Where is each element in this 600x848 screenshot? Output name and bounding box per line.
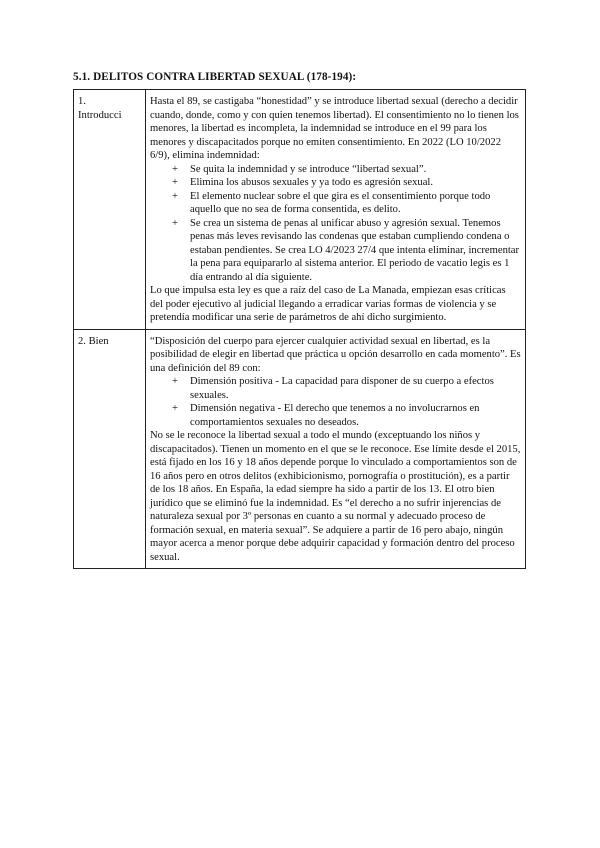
plus-icon: + bbox=[172, 217, 178, 229]
list-item bbox=[150, 163, 521, 177]
outro-paragraph: Lo que impulsa esta ley es que a raíz del caso de La Manada, empiezan esas críticas del poder ejecutivo al judicial llegando a erradicar varias formas de violencia y se pretendía modificar una serie de parámetros de ahí dicho surgimiento. bbox=[150, 285, 506, 323]
list-item-text: Dimensión positiva - La capacidad para disponer de su cuerpo a efectos sexuales. bbox=[190, 376, 494, 401]
list-item bbox=[150, 375, 521, 402]
plus-icon: + bbox=[172, 190, 178, 202]
row-label-bien bbox=[74, 329, 146, 569]
row-label-text: 1. Introducci bbox=[78, 96, 122, 121]
list-item bbox=[150, 190, 521, 217]
list-item bbox=[150, 402, 521, 429]
section-title: 5.1. DELITOS CONTRA LIBERTAD SEXUAL (178-194): bbox=[73, 71, 357, 83]
plus-icon: + bbox=[172, 177, 178, 188]
list-item-text: Se quita la indemnidad y se introduce “libertad sexual”. bbox=[190, 163, 427, 175]
list-item-text: Dimensión negativa - El derecho que tenemos a no involucrarnos en comportamientos sexuales no deseados. bbox=[190, 403, 480, 428]
bullet-list bbox=[150, 375, 521, 429]
list-item-text: Se crea un sistema de penas al unificar abuso y agresión sexual. Tenemos penas más leves revisando las condenas que estaban cumpliendo condena o estaban pendientes. Se crea LO 4/2023 27/4 que intenta eliminar, incrementar la pena para equipararlo al sistema anterior. El periodo de vacatio legis es 1 día entrando al día siguiente. bbox=[190, 217, 520, 283]
row-label-introduccion bbox=[74, 90, 146, 330]
row-label-text: 2. Bien bbox=[78, 335, 109, 347]
table-row bbox=[74, 90, 526, 330]
content-table bbox=[73, 89, 526, 569]
list-item bbox=[150, 217, 521, 285]
plus-icon: + bbox=[172, 403, 178, 414]
bullet-list bbox=[150, 163, 521, 285]
outro-paragraph: No se le reconoce la libertad sexual a todo el mundo (exceptuando los niños y discapacitados). Tienen un momento en el que se le reconoce. Ese límite desde el 2015, está fijado en los 16 y 18 años depende porque lo vinculado a comportamientos son de 16 años pero en otros delitos (exhibicionismo, pornografía o prostitución), es a partir de los 18 años. En España, la edad siempre ha sido a partir de los 13. El otro bien jurídico que se eliminó fue la indemnidad. Es “el derecho a no sufrir injerencias de naturaleza sexual por 3º personas en cuanto a su normal y adecuado proceso de formación sexual, en materia sexual”. Se adquiere a partir de 16 pero abajo, ningún mayor acerca a menor porque debe adquirir capacidad y formación dentro del proceso sexual. bbox=[150, 430, 521, 563]
row-content-bien bbox=[146, 329, 526, 569]
intro-paragraph: Hasta el 89, se castigaba “honestidad” y se introduce libertad sexual (derecho a decidir cuando, donde, como y con quien tenemos libertad). El consentimiento no lo tienen los menores, la libertad es incompleta, la indemnidad se introduce en el 99 para los menores y discapacitados porque no emiten consentimiento. En 2022 (LO 10/2022 6/9), elimina indemnidad: bbox=[150, 96, 519, 161]
row-content-introduccion bbox=[146, 90, 526, 330]
list-item bbox=[150, 176, 521, 190]
list-item-text: El elemento nuclear sobre el que gira es el consentimiento porque todo aquello que no sea de forma consentida, es delito. bbox=[190, 190, 491, 215]
plus-icon: + bbox=[172, 163, 178, 175]
list-item-text: Elimina los abusos sexuales y ya todo es agresión sexual. bbox=[190, 177, 434, 188]
plus-icon: + bbox=[172, 376, 178, 387]
table-row bbox=[74, 329, 526, 569]
intro-paragraph: “Disposición del cuerpo para ejercer cualquier actividad sexual en libertad, es la posibilidad de elegir en libertad que práctica u opción desarrollo en cada momento”. Es una definición del 89 con: bbox=[150, 335, 521, 374]
